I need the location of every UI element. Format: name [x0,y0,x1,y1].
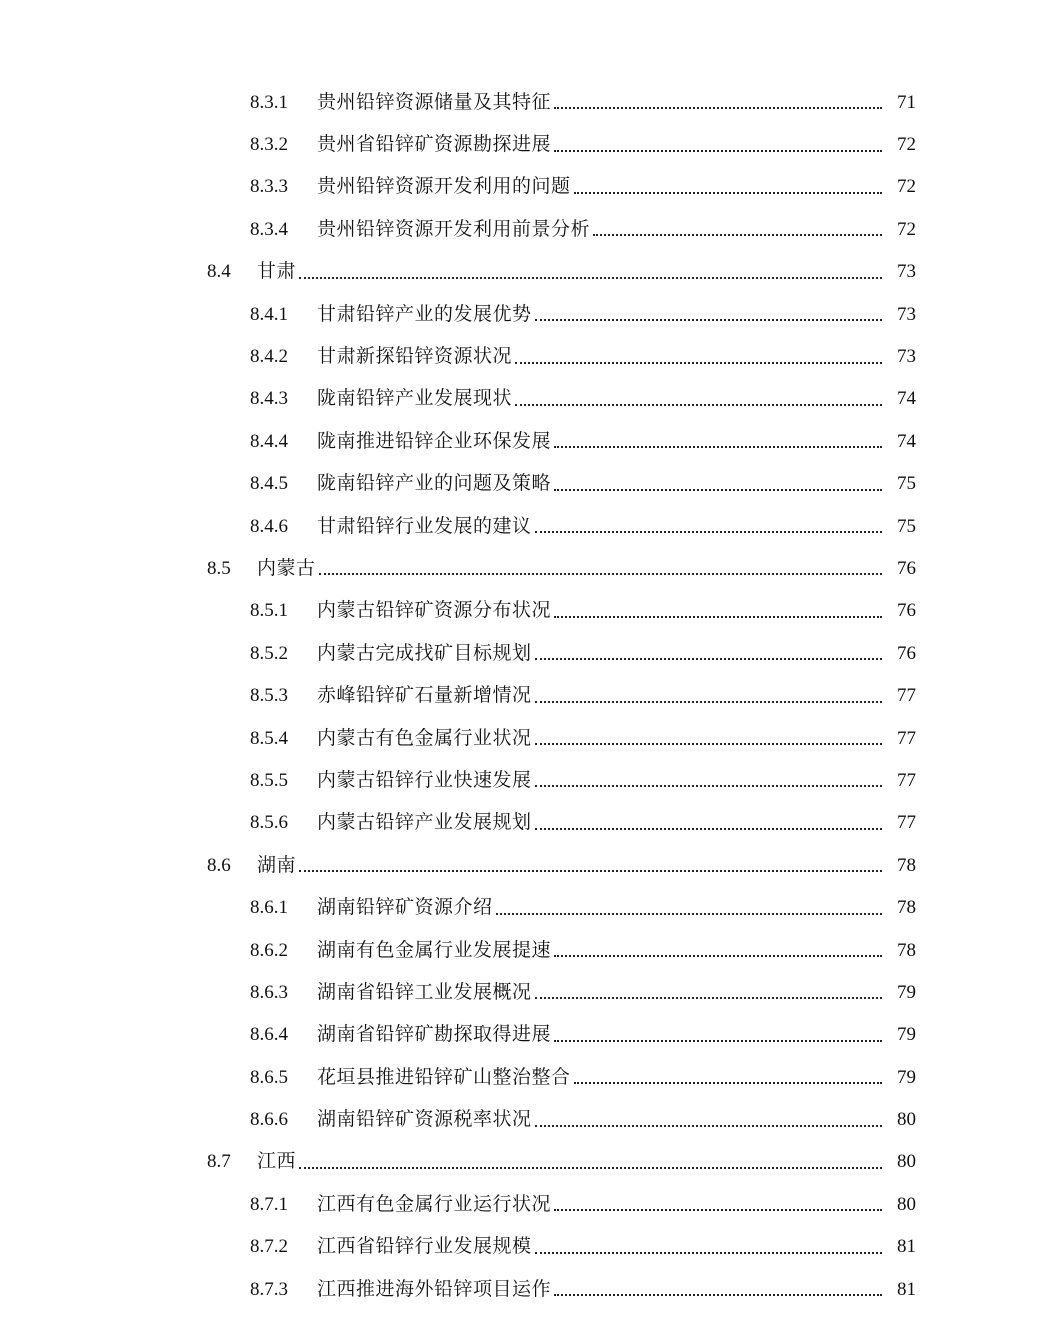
toc-dot-leader [535,828,882,830]
toc-dot-leader [574,192,882,194]
toc-entry-number: 8.4.3 [250,388,288,410]
toc-entry-title: 内蒙古铅锌行业快速发展 [317,769,532,791]
toc-entry-title: 陇南铅锌产业的问题及策略 [317,473,552,495]
toc-page-number: 80 [897,1151,916,1173]
toc-page-number: 72 [897,218,916,240]
toc-entry-number: 8.5.1 [250,600,288,622]
toc-dot-leader [515,404,882,406]
toc-entry-number: 8.7 [207,1151,231,1173]
toc-page-number: 76 [897,557,916,579]
toc-page-number: 77 [897,685,916,707]
toc-subsection-row[interactable] [0,208,1052,250]
toc-subsection-row[interactable] [0,123,1052,165]
toc-dot-leader [554,1209,882,1211]
toc-entry-title: 江西省铅锌行业发展规模 [317,1236,532,1258]
toc-entry-number: 8.4 [207,261,231,283]
toc-entry-number: 8.7.2 [250,1236,288,1258]
toc-entry-title: 湖南省铅锌矿勘探取得进展 [317,1024,552,1046]
toc-entry-title: 湖南省铅锌工业发展概况 [317,981,532,1003]
toc-entry-title: 湖南铅锌矿资源税率状况 [317,1109,532,1131]
toc-entry-number: 8.4.1 [250,303,288,325]
toc-entry-number: 8.6.6 [250,1109,288,1131]
toc-entry-number: 8.4.2 [250,346,288,368]
toc-dot-leader [574,1082,882,1084]
toc-entry-title: 贵州铅锌资源储量及其特征 [317,91,552,113]
toc-section-row[interactable] [0,1141,1052,1183]
toc-entry-number: 8.3.2 [250,134,288,156]
toc-dot-leader [319,573,882,575]
toc-subsection-row[interactable] [0,1268,1052,1310]
toc-dot-leader [535,701,882,703]
toc-subsection-row[interactable] [0,971,1052,1013]
toc-entry-title: 江西推进海外铅锌项目运作 [317,1278,552,1300]
toc-entry-title: 内蒙古 [257,557,316,579]
toc-subsection-row[interactable] [0,335,1052,377]
toc-page-number: 73 [897,303,916,325]
toc-entry-title: 贵州铅锌资源开发利用的问题 [317,176,571,198]
toc-entry-title: 内蒙古有色金属行业状况 [317,727,532,749]
toc-page-number: 73 [897,261,916,283]
toc-entry-number: 8.7.1 [250,1193,288,1215]
toc-page-number: 73 [897,346,916,368]
toc-subsection-row[interactable] [0,1014,1052,1056]
toc-entry-number: 8.3.1 [250,91,288,113]
toc-dot-leader [554,107,882,109]
toc-dot-leader [515,362,882,364]
toc-subsection-row[interactable] [0,166,1052,208]
toc-entry-number: 8.5.5 [250,769,288,791]
toc-entry-title: 陇南推进铅锌企业环保发展 [317,430,552,452]
toc-dot-leader [535,319,882,321]
toc-dot-leader [535,1125,882,1127]
toc-subsection-row[interactable] [0,1056,1052,1098]
toc-entry-title: 花垣县推进铅锌矿山整治整合 [317,1066,571,1088]
toc-entry-number: 8.6.4 [250,1024,288,1046]
toc-entry-title: 湖南铅锌矿资源介绍 [317,897,493,919]
toc-entry-number: 8.4.4 [250,430,288,452]
toc-dot-leader [535,785,882,787]
toc-entry-number: 8.3.4 [250,218,288,240]
toc-page-number: 71 [897,91,916,113]
toc-entry-number: 8.6 [207,854,231,876]
toc-subsection-row[interactable] [0,632,1052,674]
toc-entry-title: 贵州省铅锌矿资源勘探进展 [317,134,552,156]
toc-page-number: 79 [897,1024,916,1046]
toc-page-number: 76 [897,600,916,622]
toc-page-number: 77 [897,769,916,791]
toc-subsection-row[interactable] [0,293,1052,335]
toc-entry-title: 甘肃 [257,261,297,283]
toc-dot-leader [299,277,882,279]
toc-dot-leader [535,743,882,745]
toc-entry-number: 8.5.4 [250,727,288,749]
toc-entry-number: 8.5.6 [250,812,288,834]
toc-entry-number: 8.5.2 [250,642,288,664]
toc-subsection-row[interactable] [0,505,1052,547]
toc-dot-leader [535,531,882,533]
toc-entry-number: 8.5.3 [250,685,288,707]
toc-entry-number: 8.6.3 [250,981,288,1003]
toc-page-number: 80 [897,1193,916,1215]
toc-section-row[interactable] [0,251,1052,293]
toc-dot-leader [593,234,882,236]
toc-page-number: 72 [897,134,916,156]
toc-dot-leader [554,489,882,491]
toc-entry-title: 湖南 [257,854,297,876]
toc-dot-leader [554,1040,882,1042]
toc-dot-leader [299,870,882,872]
toc-entry-number: 8.6.1 [250,897,288,919]
toc-page-number: 74 [897,430,916,452]
toc-entry-number: 8.7.3 [250,1278,288,1300]
toc-page-number: 80 [897,1109,916,1131]
toc-page-number: 79 [897,1066,916,1088]
toc-entry-number: 8.6.5 [250,1066,288,1088]
toc-subsection-row[interactable] [0,1226,1052,1268]
toc-dot-leader [554,446,882,448]
toc-entry-title: 内蒙古完成找矿目标规划 [317,642,532,664]
toc-subsection-row[interactable] [0,886,1052,928]
toc-entry-title: 湖南有色金属行业发展提速 [317,939,552,961]
toc-page-number: 81 [897,1278,916,1300]
toc-page-number: 77 [897,727,916,749]
toc-page-number: 74 [897,388,916,410]
toc-entry-title: 内蒙古铅锌产业发展规划 [317,812,532,834]
toc-page-number: 78 [897,939,916,961]
toc-dot-leader [554,150,882,152]
toc-page-number: 79 [897,981,916,1003]
toc-entry-title: 甘肃铅锌产业的发展优势 [317,303,532,325]
toc-page-number: 75 [897,473,916,495]
toc-subsection-row[interactable] [0,420,1052,462]
toc-entry-title: 内蒙古铅锌矿资源分布状况 [317,600,552,622]
toc-entry-title: 江西 [257,1151,297,1173]
toc-entry-title: 甘肃新探铅锌资源状况 [317,346,513,368]
toc-page-number: 72 [897,176,916,198]
toc-entry-title: 江西有色金属行业运行状况 [317,1193,552,1215]
toc-entry-number: 8.4.6 [250,515,288,537]
toc-section-row[interactable] [0,844,1052,886]
toc-subsection-row[interactable] [0,674,1052,716]
toc-section-row[interactable] [0,547,1052,589]
toc-dot-leader [554,955,882,957]
toc-subsection-row[interactable] [0,717,1052,759]
table-of-contents [0,81,1052,1310]
toc-entry-number: 8.6.2 [250,939,288,961]
toc-page-number: 78 [897,897,916,919]
toc-subsection-row[interactable] [0,929,1052,971]
toc-subsection-row[interactable] [0,378,1052,420]
toc-entry-number: 8.5 [207,557,231,579]
toc-dot-leader [535,1252,882,1254]
toc-dot-leader [535,658,882,660]
toc-page-number: 76 [897,642,916,664]
toc-subsection-row[interactable] [0,759,1052,801]
toc-entry-title: 赤峰铅锌矿石量新增情况 [317,685,532,707]
toc-entry-title: 贵州铅锌资源开发利用前景分析 [317,218,591,240]
toc-page-number: 78 [897,854,916,876]
toc-dot-leader [496,913,882,915]
toc-dot-leader [299,1167,882,1169]
toc-entry-number: 8.4.5 [250,473,288,495]
toc-page-number: 77 [897,812,916,834]
toc-page-number: 75 [897,515,916,537]
toc-dot-leader [535,997,882,999]
toc-entry-title: 陇南铅锌产业发展现状 [317,388,513,410]
toc-subsection-row[interactable] [0,463,1052,505]
toc-subsection-row[interactable] [0,81,1052,123]
toc-subsection-row[interactable] [0,1098,1052,1140]
toc-dot-leader [554,616,882,618]
toc-page-number: 81 [897,1236,916,1258]
toc-subsection-row[interactable] [0,1183,1052,1225]
toc-entry-title: 甘肃铅锌行业发展的建议 [317,515,532,537]
toc-subsection-row[interactable] [0,802,1052,844]
toc-subsection-row[interactable] [0,590,1052,632]
toc-entry-number: 8.3.3 [250,176,288,198]
toc-dot-leader [554,1294,882,1296]
